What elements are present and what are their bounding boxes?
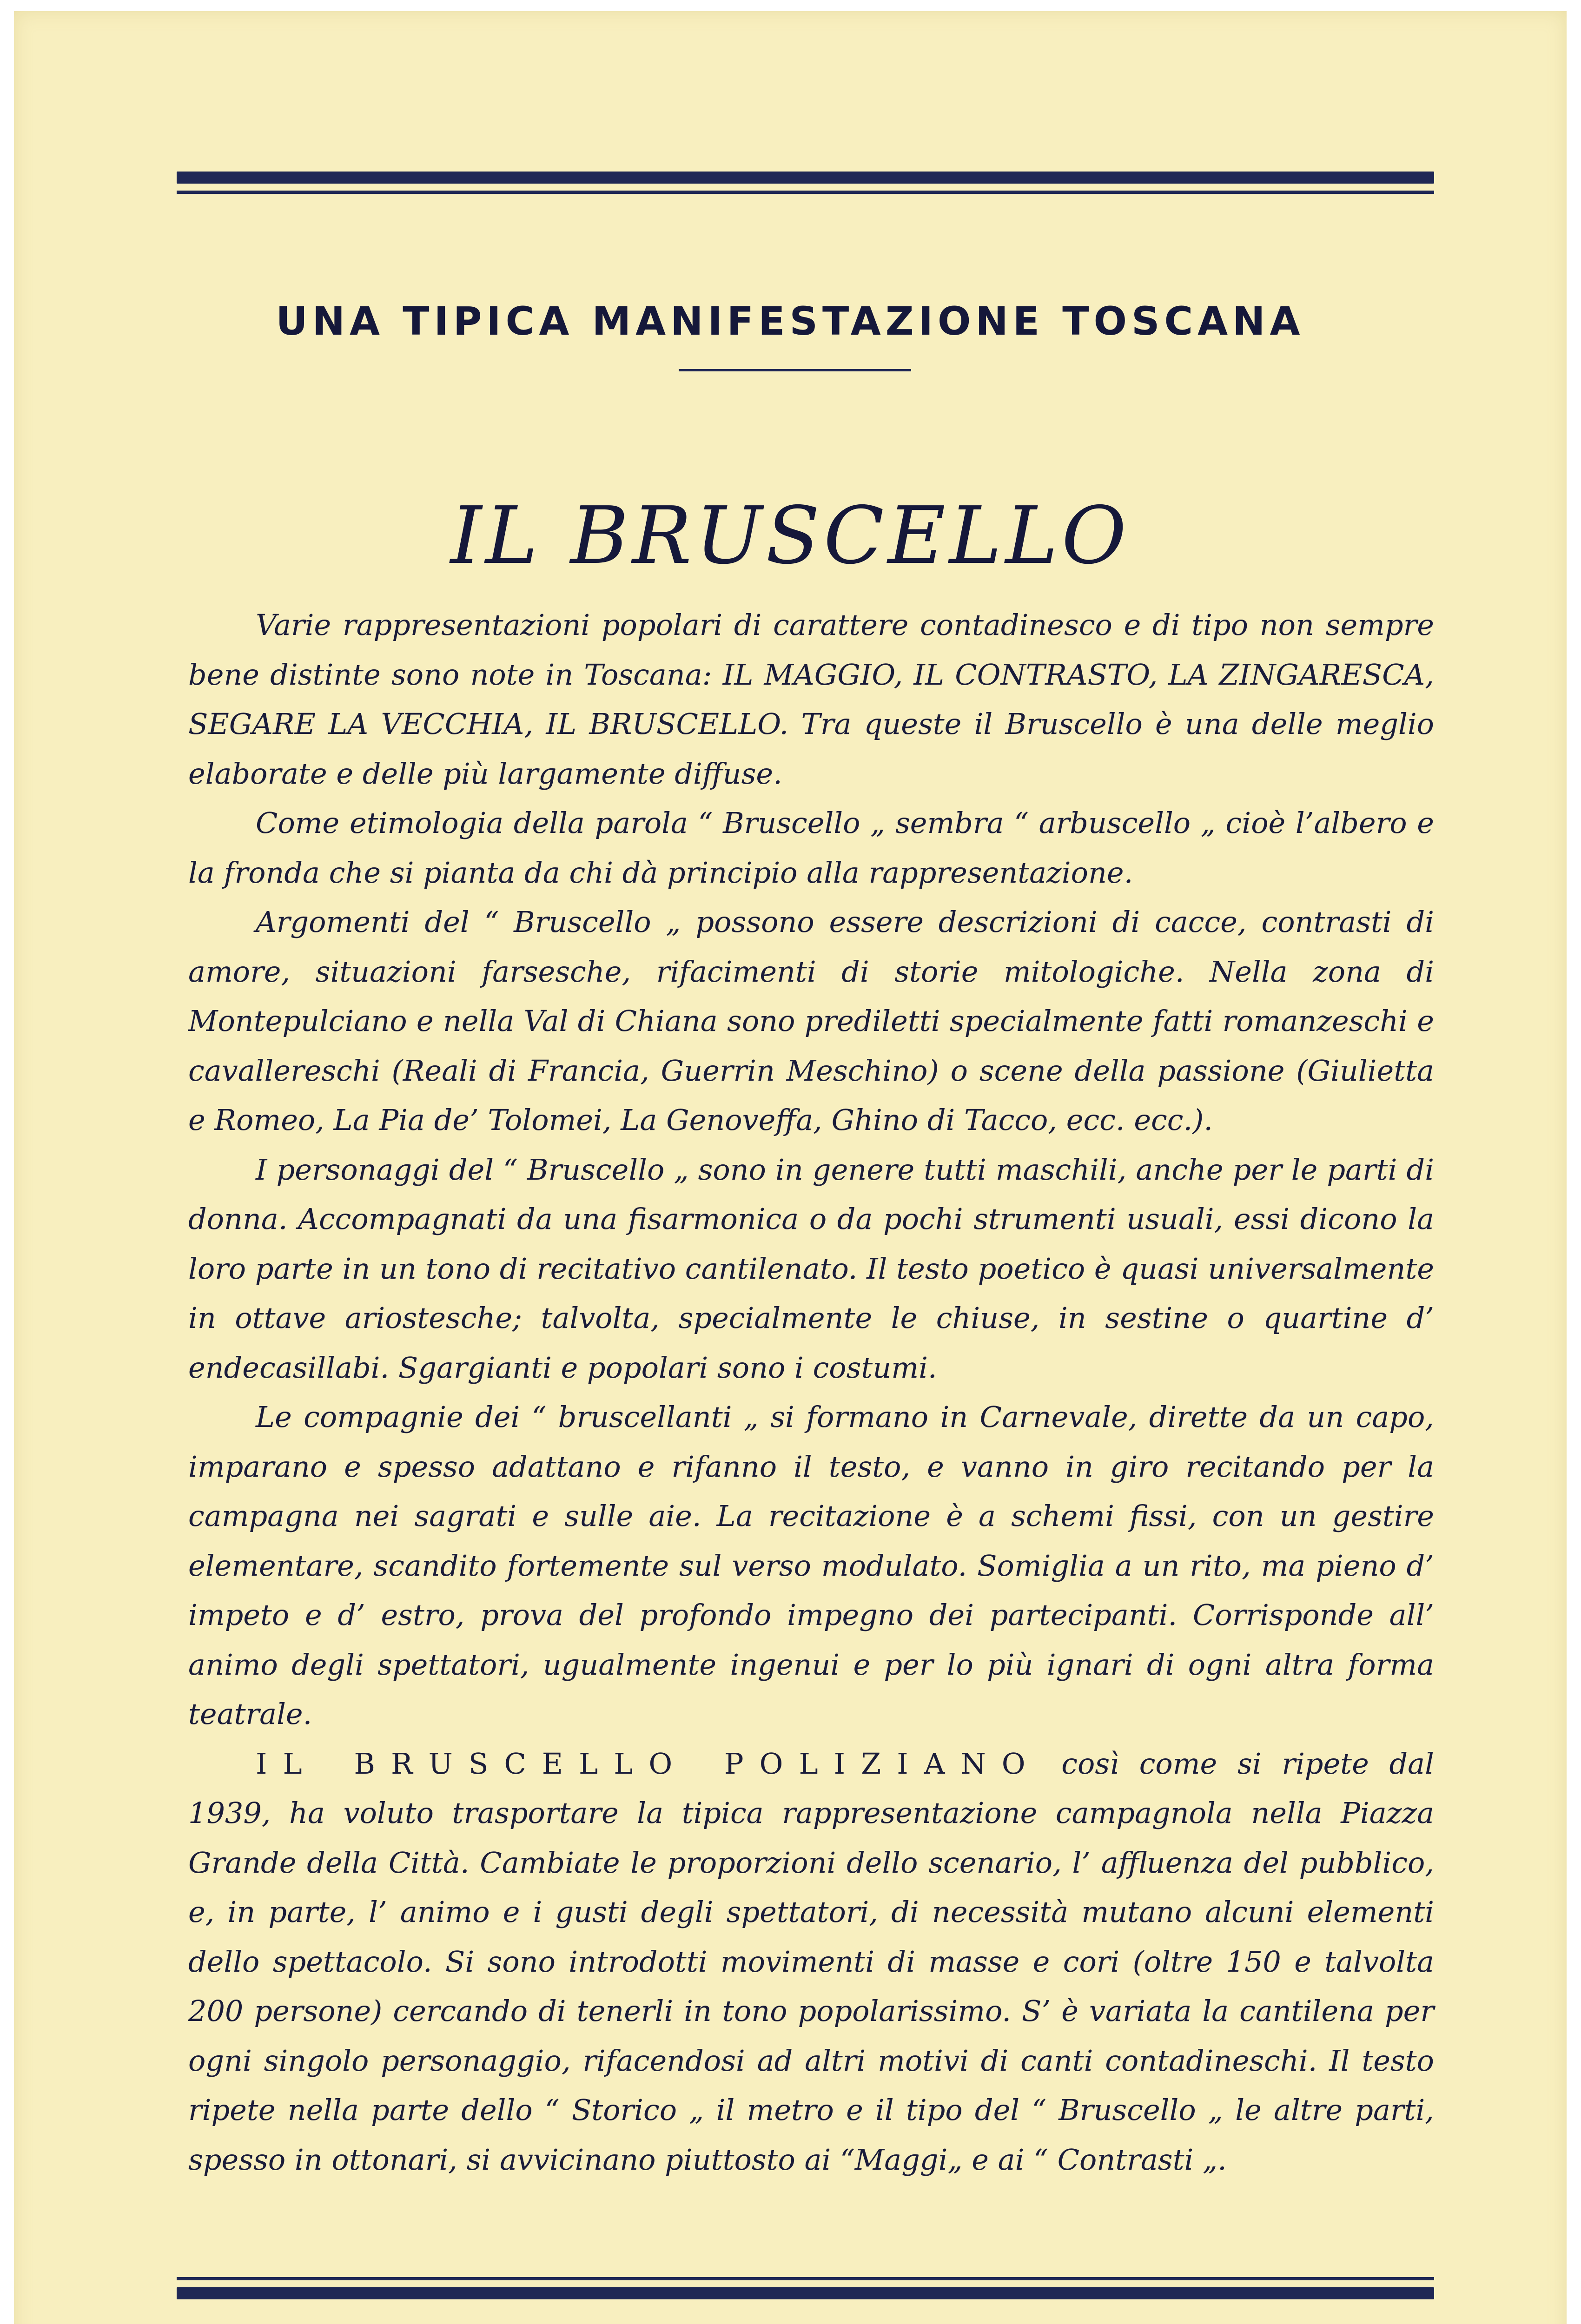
paragraph-6 <box>188 1739 1434 2185</box>
paragraph-3: Argomenti del “ Bruscello „ possono essere descrizioni di cacce, contrasti di amore, situazioni farsesche, rifacimenti di storie mitologiche. Nella zona di Montepulciano e nella Val di Chiana sono prediletti specialmente fatti romanzeschi e cavallereschi (Reali di Francia, Guerrin Meschino) o scene della passione (Giulietta e Romeo, La Pia de’ Tolomei, La Genoveffa, Ghino di Tacco, ecc. ecc.). <box>188 905 1434 1137</box>
top-thin-rule <box>177 191 1434 194</box>
document-page <box>14 11 1567 2324</box>
paragraph-5: Le compagnie dei “ bruscellanti „ si formano in Carnevale, dirette da un capo, imparano e spesso adattano e rifanno il testo, e vanno in giro recitando per la campagna nei sagrati e sulle aie. La recitazione è a schemi fissi, con un gestire elementare, scandito fortemente sul verso modulato. Somiglia a un rito, ma pieno d’ impeto e d’ estro, prova del profondo impegno dei partecipanti. Corrisponde all’ animo degli spettatori, ugualmente ingenui e per lo più ignari di ogni altra forma teatrale. <box>188 1400 1434 1731</box>
page-title: IL BRUSCELLO <box>450 490 1131 582</box>
paragraph-2: Come etimologia della parola “ Bruscello „ sembra “ arbuscello „ cioè l’albero e la fronda che si pianta da chi dà principio alla rappresentazione. <box>188 806 1434 890</box>
paragraph-6-text: così come si ripete dal 1939, ha voluto trasportare la tipica rappresentazione campagnola nella Piazza Grande della Città. Cambiate le proporzioni dello scenario, l’ affluenza del pubblico, e, in parte, l’ animo e i gusti degli spettatori, di necessità mutano alcuni elementi dello spettacolo. Si sono introdotti movimenti di masse e cori (oltre 150 e talvolta 200 persone) cercando di tenerli in tono popolarissimo. S’ è variata la cantilena per ogni singolo personaggio, rifacendosi ad altri motivi di canti contadineschi. Il testo ripete nella parte dello “ Storico „ il metro e il tipo del “ Bruscello „ le altre parti, spesso in ottonari, si avvicinano piuttosto ai “Maggi„ e ai “ Contrasti „. <box>188 1746 1434 2177</box>
header-heading: UNA TIPICA MANIFESTAZIONE TOSCANA <box>276 298 1305 344</box>
bottom-thin-rule <box>177 2277 1434 2280</box>
header-divider <box>679 369 911 371</box>
top-thick-rule <box>177 172 1434 184</box>
paragraph-1: Varie rappresentazioni popolari di carattere contadinesco e di tipo non sempre bene distinte sono note in Toscana: IL MAGGIO, IL CONTRASTO, LA ZINGARESCA, SEGARE LA VECCHIA, IL BRUSCELLO. Tra queste il Bruscello è una delle meglio elaborate e delle più largamente diffuse. <box>188 608 1434 791</box>
paragraph-4: I personaggi del “ Bruscello „ sono in genere tutti maschili, anche per le parti di donna. Accompagnati da una fisarmonica o da pochi strumenti usuali, essi dicono la loro parte in un tono di recitativo cantilenato. Il testo poetico è quasi universalmente in ottave ariostesche; talvolta, specialmente le chiuse, in sestine o quartine d’ endecasillabi. Sgargianti e popolari sono i costumi. <box>188 1152 1434 1385</box>
paragraph-6-lead: IL BRUSCELLO POLIZIANO <box>256 1746 1041 1781</box>
bottom-double-rule <box>177 2277 1434 2299</box>
bottom-thick-rule <box>177 2287 1434 2299</box>
body-text <box>188 601 1434 2185</box>
top-double-rule <box>177 172 1434 194</box>
